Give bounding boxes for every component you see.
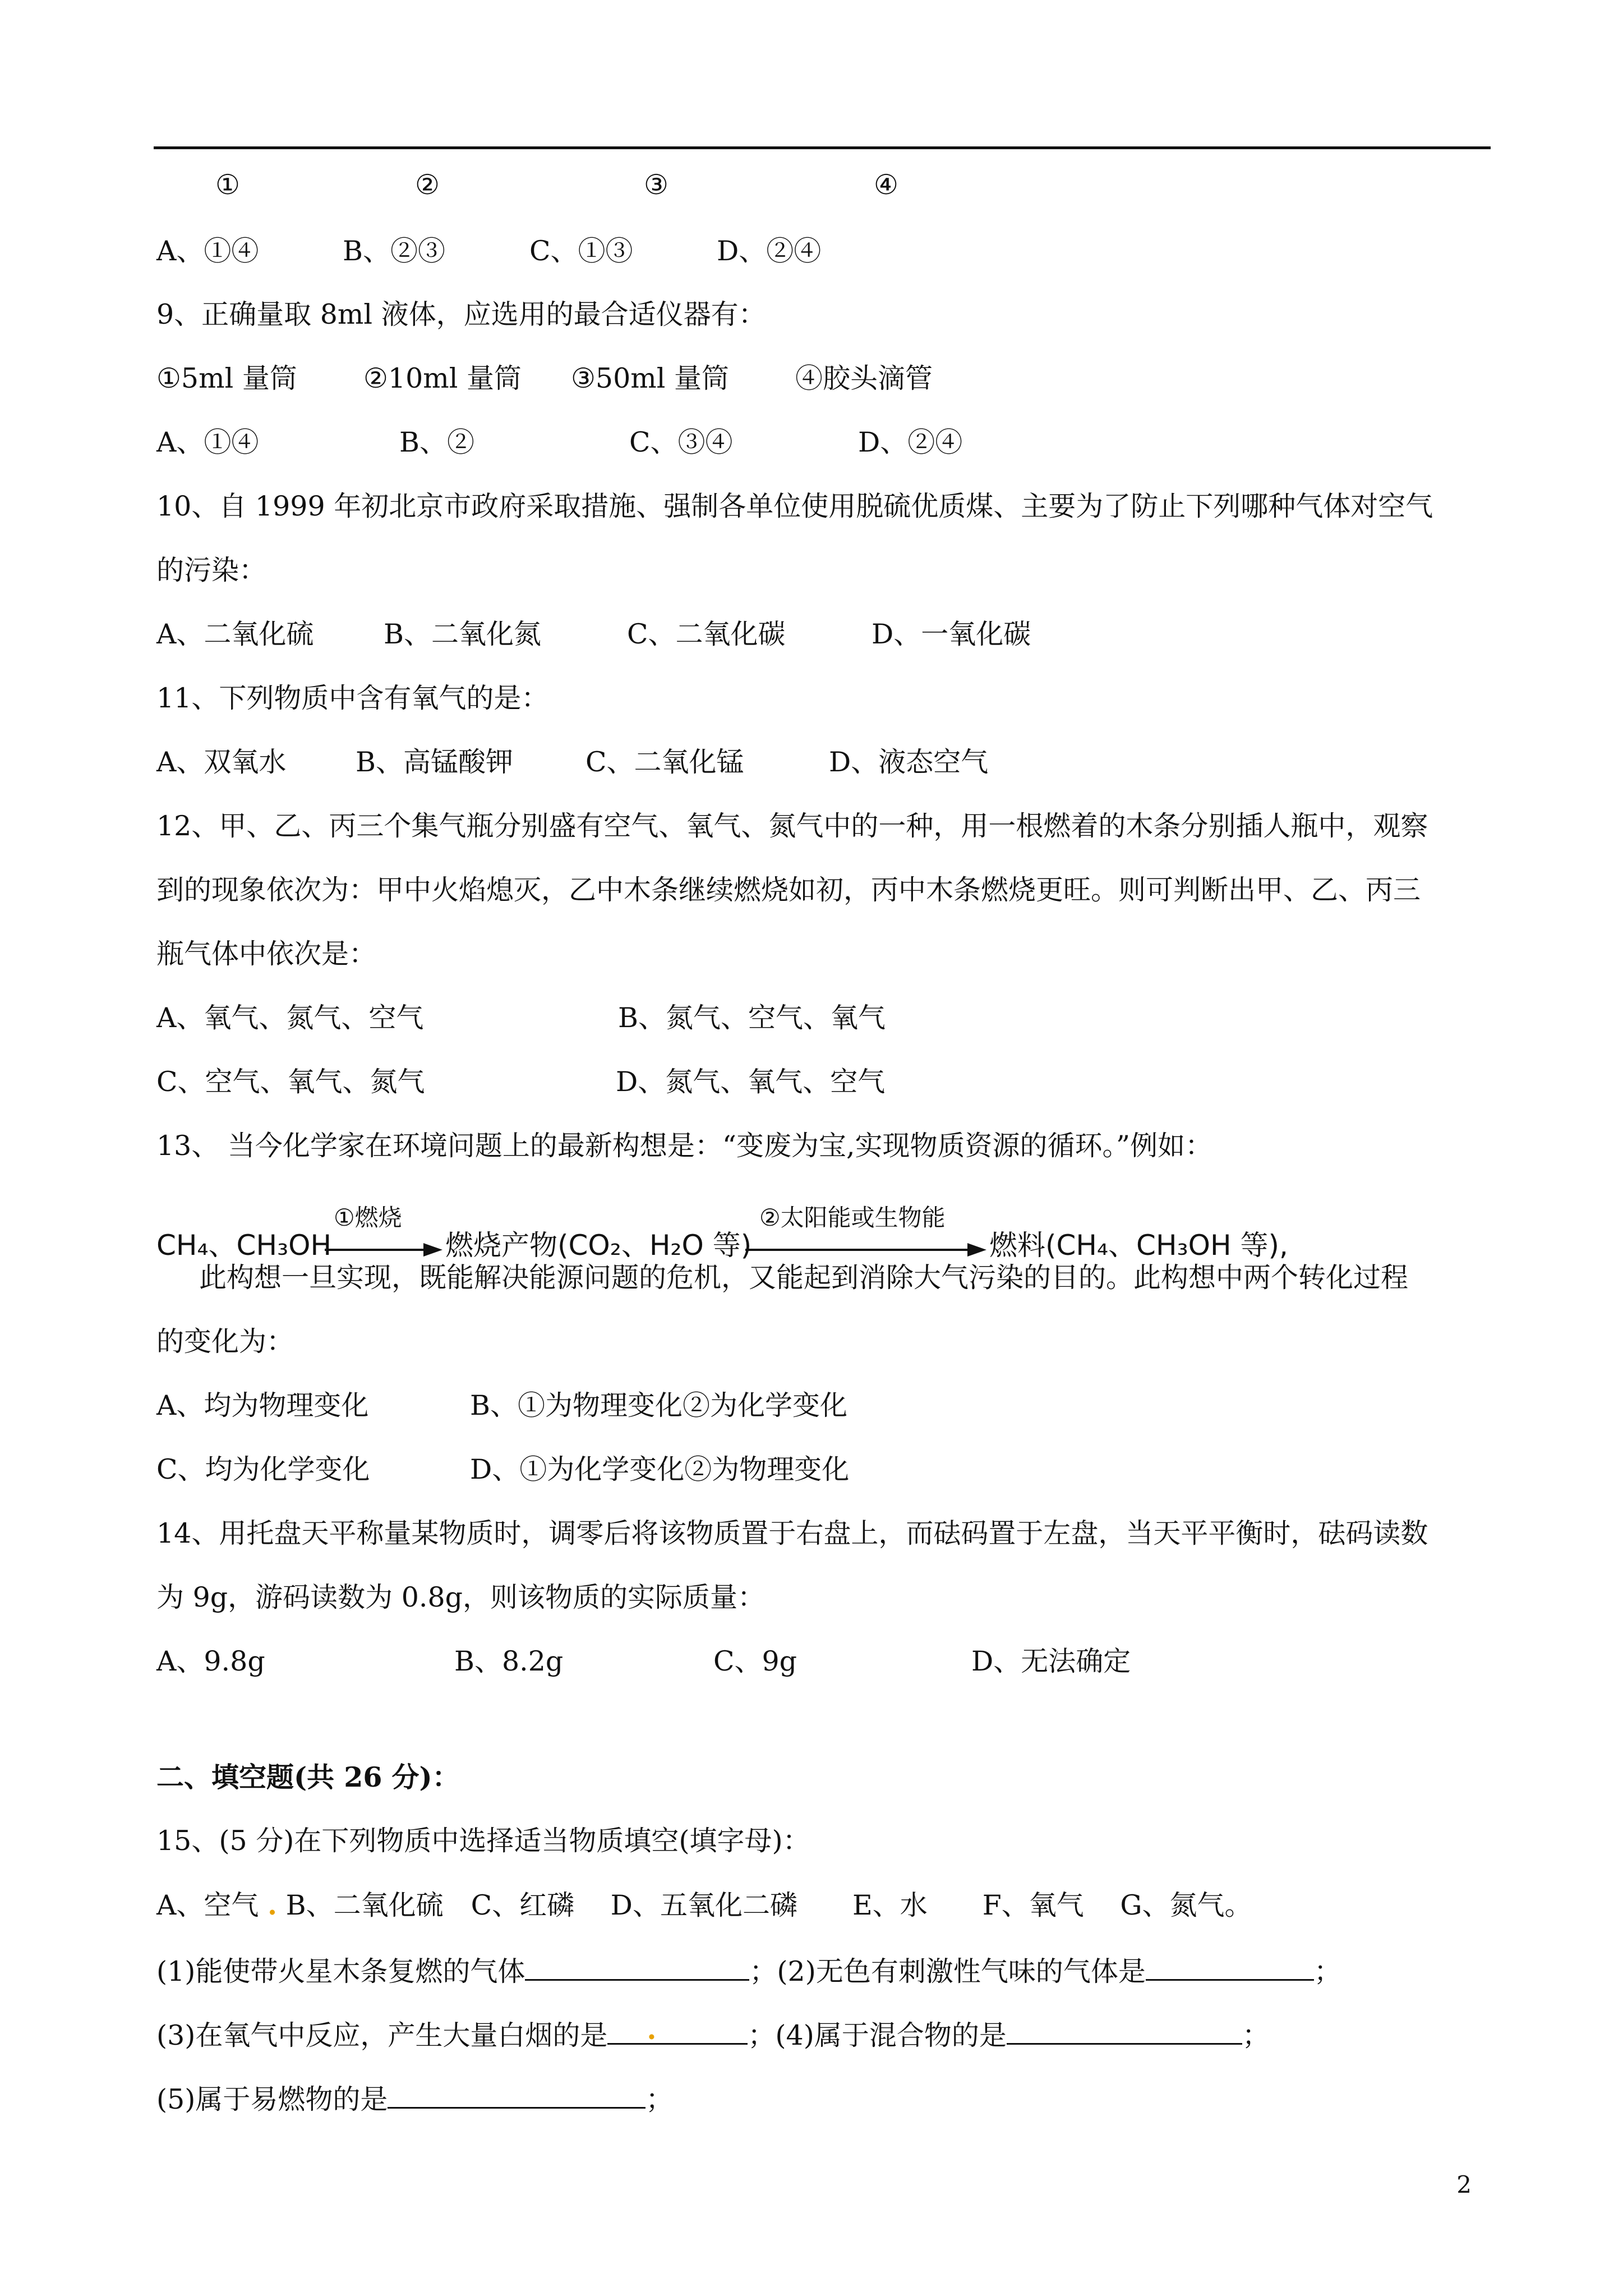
q13-option-b: B、①为物理变化②为化学变化 <box>470 1389 848 1421</box>
q15-part4-label: ；(4)属于混合物的是 <box>748 2019 1007 2051</box>
arrow1-icon <box>325 1243 442 1257</box>
q11-option-b: B、高锰酸钾 <box>356 746 514 778</box>
q8-option-a: A、①④ <box>156 235 259 267</box>
q15-semicolon-2: ； <box>1313 1955 1341 1987</box>
q14-stem-line1: 14、用托盘天平称量某物质时，调零后将该物质置于右盘上，而砝码置于左盘，当天平平衡时，砝码读数 <box>156 1517 1428 1549</box>
arrow1-label: ①燃烧 <box>334 1204 402 1231</box>
q8-option-d: D、②④ <box>717 235 822 267</box>
q15-row2 <box>156 2013 1270 2053</box>
q8-option-c: C、①③ <box>529 235 633 267</box>
q9-item-2: ②10ml 量筒 <box>363 362 522 394</box>
q9-option-c: C、③④ <box>629 426 733 458</box>
q10-option-d: D、一氧化碳 <box>872 618 1031 650</box>
q11-option-c: C、二氧化锰 <box>585 746 744 778</box>
q9-item-1: ①5ml 量筒 <box>156 362 297 394</box>
q14-option-a: A、9.8g <box>156 1645 265 1677</box>
q15-part3-label: (3)在氧气中反应，产生大量白烟的是 <box>156 2019 608 2051</box>
q8-image-label-1: ① <box>215 169 240 201</box>
q9-option-b: B、② <box>399 426 475 458</box>
q10-option-c: C、二氧化碳 <box>627 618 786 650</box>
q15-choices-rest: B、二氧化硫 C、红磷 D、五氧化二磷 E、水 F、氧气 G、氮气。 <box>285 1889 1252 1921</box>
q14-stem-line2: 为 9g，游码读数为 0.8g，则该物质的实际质量： <box>156 1581 765 1613</box>
q10-stem-line2: 的污染： <box>156 554 267 586</box>
equation-reactants: CH₄、CH₃OH <box>156 1229 332 1262</box>
q13-para-line1: 此构想一旦实现，既能解决能源问题的危机，又能起到消除大气污染的目的。此构想中两个转化过程 <box>199 1262 1409 1294</box>
q13-para-line2: 的变化为： <box>156 1326 294 1358</box>
q9-item-3: ③50ml 量筒 <box>571 362 729 394</box>
page-number: 2 <box>1456 2171 1472 2198</box>
equation-intermediate: 燃烧产物(CO₂、H₂O 等) <box>445 1229 752 1262</box>
q15-blank-3[interactable] <box>607 2013 748 2046</box>
q12-stem-line2: 到的现象依次为：甲中火焰熄灭，乙中木条继续燃烧如初，丙中木条燃烧更旺。则可判断出甲、乙、丙三 <box>156 874 1421 906</box>
q15-semicolon-4: ； <box>1242 2019 1270 2051</box>
q12-stem-line1: 12、甲、乙、丙三个集气瓶分别盛有空气、氧气、氮气中的一种，用一根燃着的木条分别插人瓶中，观察 <box>156 810 1428 842</box>
section2-title: 二、填空题(共 26 分)： <box>156 1761 460 1793</box>
header-rule <box>154 146 1491 149</box>
q9-item-4: ④胶头滴管 <box>795 362 933 394</box>
q10-option-b: B、二氧化氮 <box>384 618 542 650</box>
q13-option-a: A、均为物理变化 <box>156 1389 369 1421</box>
q13-equation <box>156 1200 1491 1268</box>
q15-choices <box>156 1888 1252 1922</box>
q15-part2-label: ；(2)无色有刺激性气味的气体是 <box>749 1955 1146 1987</box>
q8-option-b: B、②③ <box>343 235 446 267</box>
q9-stem: 9、正确量取 8ml 液体，应选用的最合适仪器有： <box>156 298 766 330</box>
q12-option-d: D、氮气、氧气、空气 <box>616 1066 886 1098</box>
equation-products: 燃料(CH₄、CH₃OH 等), <box>989 1229 1288 1262</box>
q12-option-b: B、氮气、空气、氧气 <box>618 1002 886 1034</box>
q15-part5-label: (5)属于易燃物的是 <box>156 2083 388 2115</box>
q14-option-c: C、9g <box>713 1645 797 1677</box>
q11-stem: 11、下列物质中含有氧气的是： <box>156 682 549 714</box>
q14-option-d: D、无法确定 <box>971 1645 1131 1677</box>
q15-choice-a: A、空气 <box>156 1889 259 1921</box>
q12-stem-line3: 瓶气体中依次是： <box>156 938 377 970</box>
q13-stem: 13、 当今化学家在环境问题上的最新构想是：“变废为宝,实现物质资源的循环。”例如： <box>156 1130 1213 1162</box>
q9-option-d: D、②④ <box>858 426 963 458</box>
q12-option-c: C、空气、氧气、氮气 <box>156 1066 425 1098</box>
q12-option-a: A、氧气、氮气、空气 <box>156 1002 424 1034</box>
q15-row3 <box>156 2080 673 2116</box>
dot-mark-2: . <box>647 2013 657 2046</box>
q10-stem-line1: 10、自 1999 年初北京市政府采取措施、强制各单位使用脱硫优质煤、主要为了防止下列哪种气体对空气 <box>156 490 1433 522</box>
q15-blank-4[interactable] <box>1007 2016 1242 2045</box>
q15-part1-label: (1)能使带火星木条复燃的气体 <box>156 1955 525 1987</box>
q15-blank-1[interactable] <box>525 1952 749 1981</box>
q8-image-label-4: ④ <box>874 169 898 201</box>
dot-mark: . <box>267 1889 278 1921</box>
q11-option-d: D、液态空气 <box>829 746 989 778</box>
q14-option-b: B、8.2g <box>454 1645 564 1677</box>
q13-option-d: D、①为化学变化②为物理变化 <box>470 1453 850 1485</box>
arrow2-icon <box>745 1243 986 1257</box>
q13-option-c: C、均为化学变化 <box>156 1453 370 1485</box>
arrow2-label: ②太阳能或生物能 <box>759 1204 946 1231</box>
q8-image-label-2: ② <box>415 169 440 201</box>
q15-blank-5[interactable] <box>388 2080 645 2109</box>
q15-blank-2[interactable] <box>1146 1952 1314 1981</box>
q15-row1 <box>156 1952 1341 1989</box>
q10-option-a: A、二氧化硫 <box>156 618 314 650</box>
q9-option-a: A、①④ <box>156 426 259 458</box>
q15-stem: 15、(5 分)在下列物质中选择适当物质填空(填字母)： <box>156 1825 810 1857</box>
q11-option-a: A、双氧水 <box>156 746 287 778</box>
q8-image-label-3: ③ <box>644 169 668 201</box>
q15-semicolon-5: ； <box>645 2083 674 2115</box>
